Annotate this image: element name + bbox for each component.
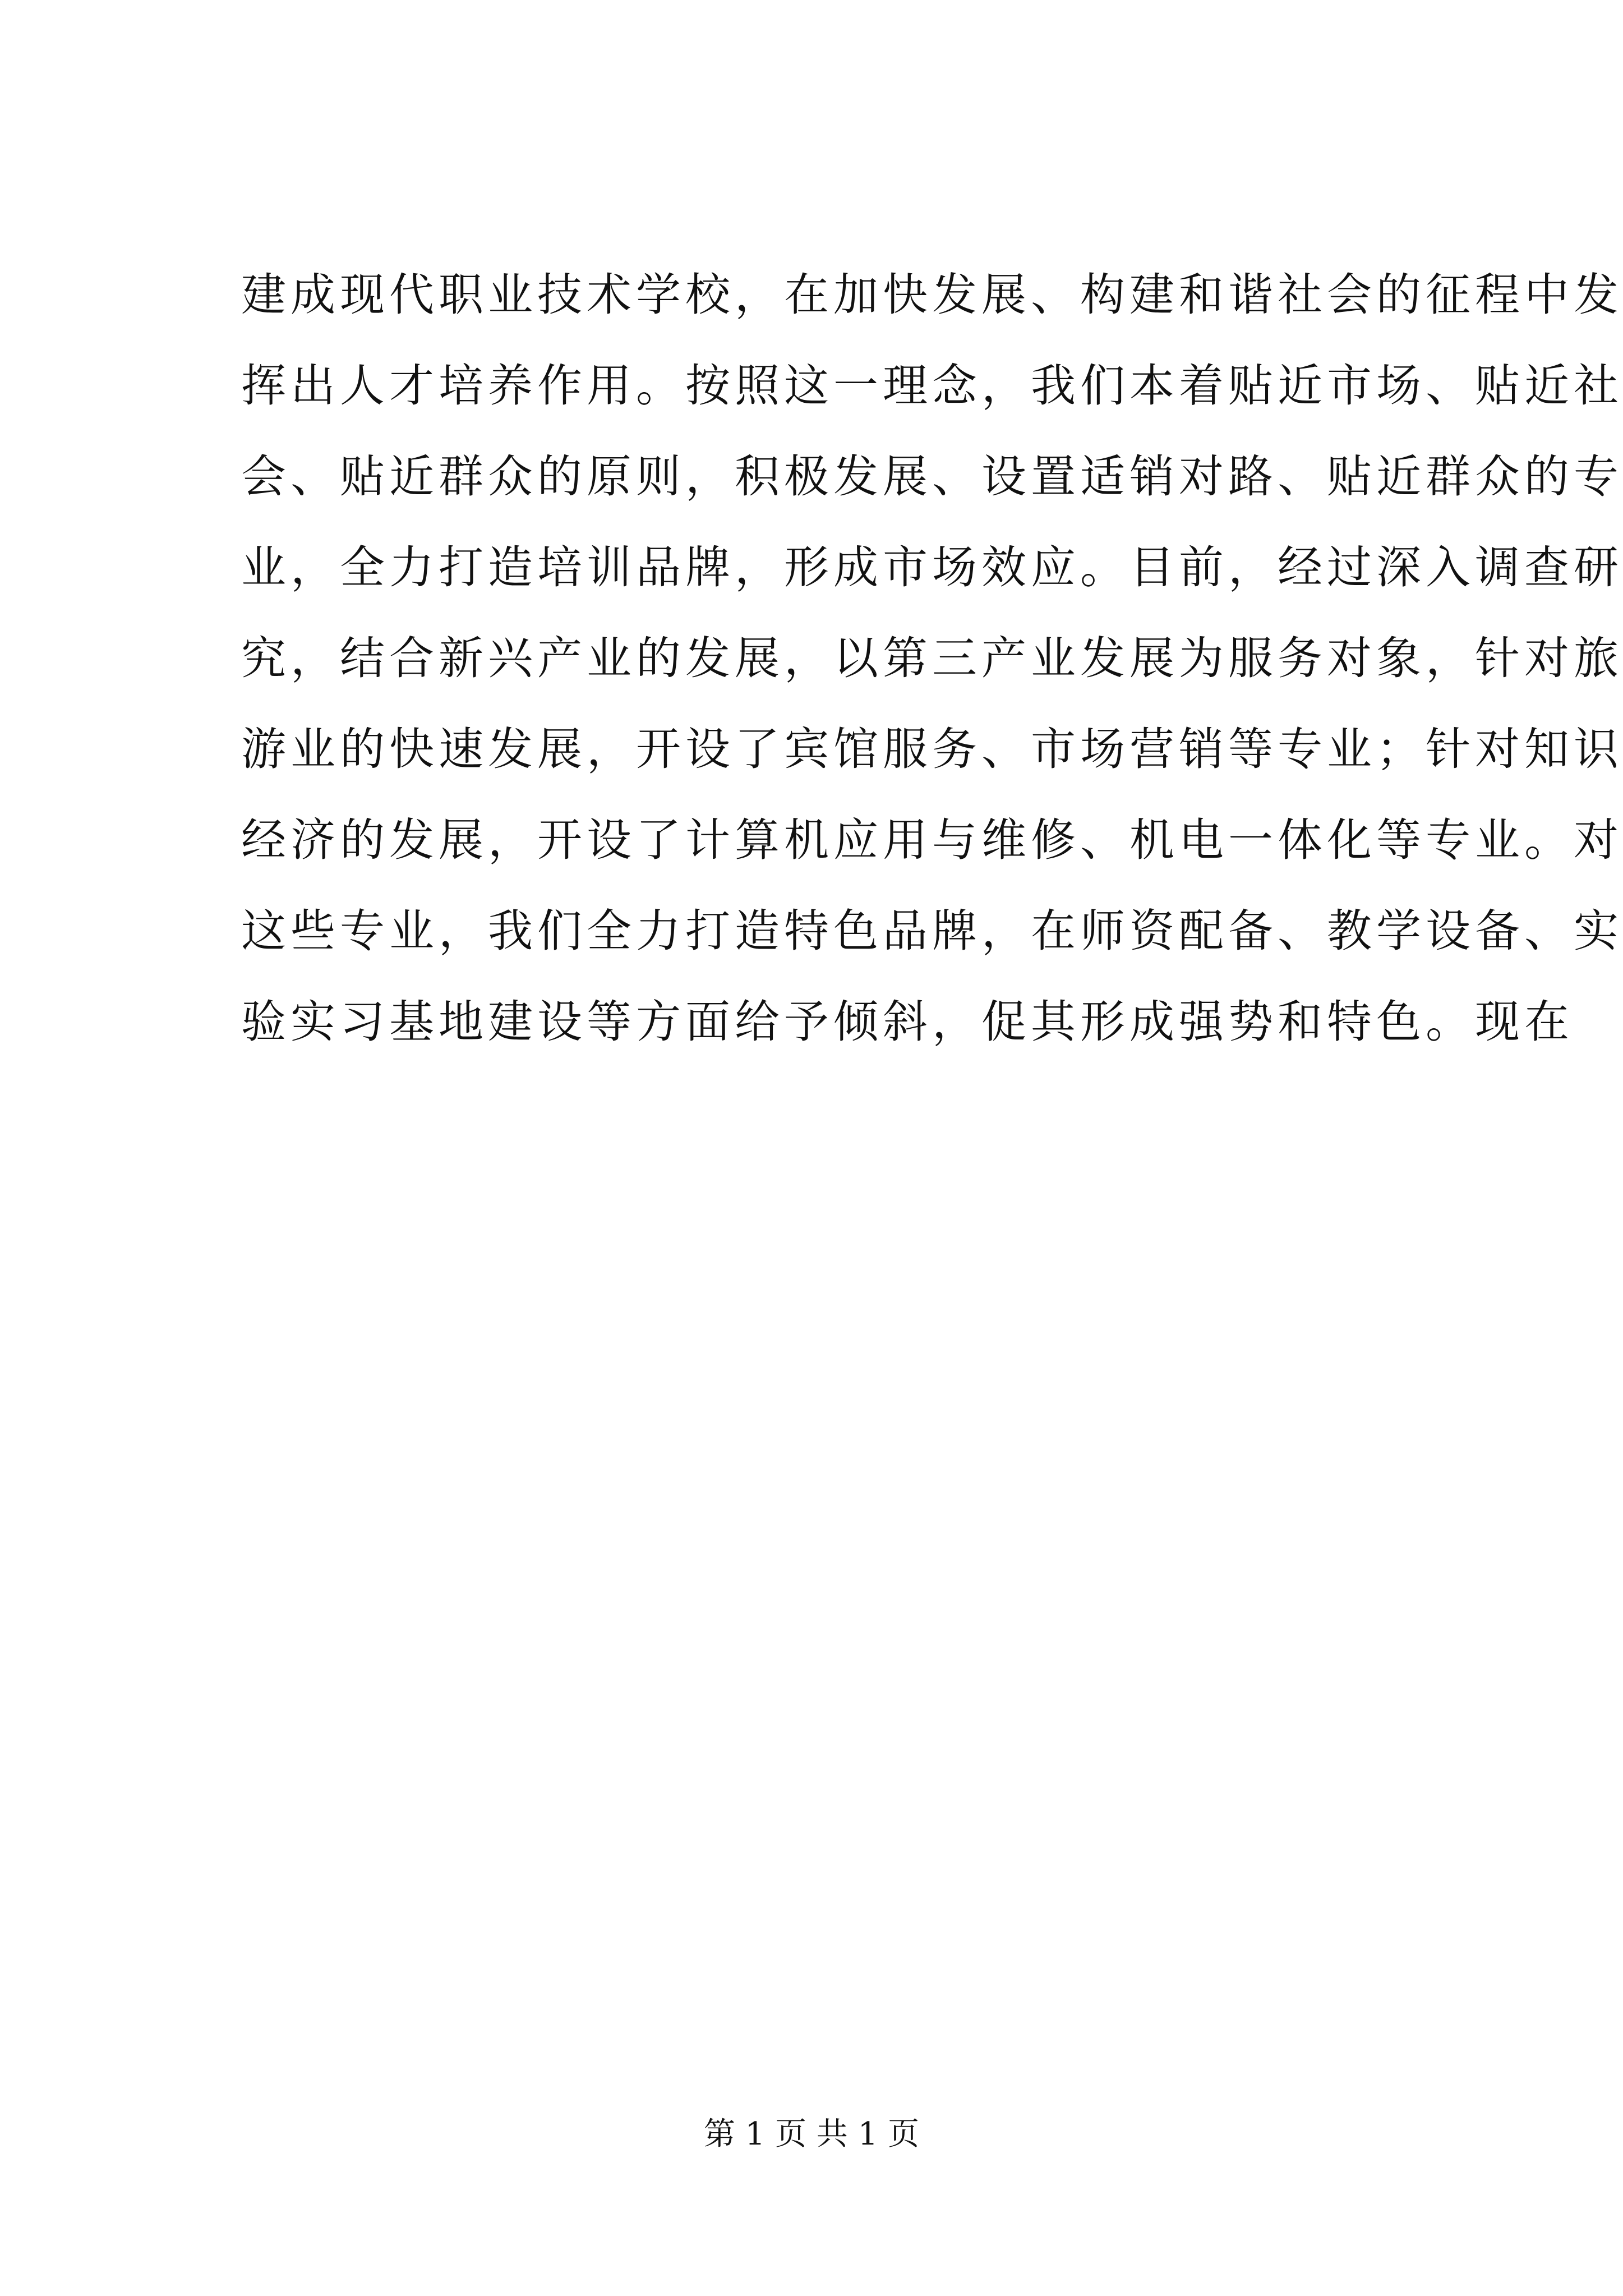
text-line-2: 挥出人才培养作用。按照这一理念，我们本着贴近市场、贴近社 <box>241 360 1623 412</box>
text-line-9: 验实习基地建设等方面给予倾斜，促其形成强势和特色。现在 <box>241 996 1574 1048</box>
text-line-3: 会、贴近群众的原则，积极发展、设置适销对路、贴近群众的专 <box>241 450 1623 503</box>
text-line-1: 建成现代职业技术学校，在加快发展、构建和谐社会的征程中发 <box>241 269 1623 321</box>
body-paragraph <box>241 250 1623 1068</box>
text-line-5: 究，结合新兴产业的发展，以第三产业发展为服务对象，针对旅 <box>241 632 1623 684</box>
text-line-7: 经济的发展，开设了计算机应用与维修、机电一体化等专业。对 <box>241 814 1623 866</box>
page-footer: 第 1 页 共 1 页 <box>703 2116 920 2152</box>
text-line-4: 业，全力打造培训品牌，形成市场效应。目前，经过深入调查研 <box>241 541 1623 593</box>
text-line-8: 这些专业，我们全力打造特色品牌，在师资配备、教学设备、实 <box>241 905 1623 957</box>
text-line-6: 游业的快速发展，开设了宾馆服务、市场营销等专业；针对知识 <box>241 723 1623 775</box>
